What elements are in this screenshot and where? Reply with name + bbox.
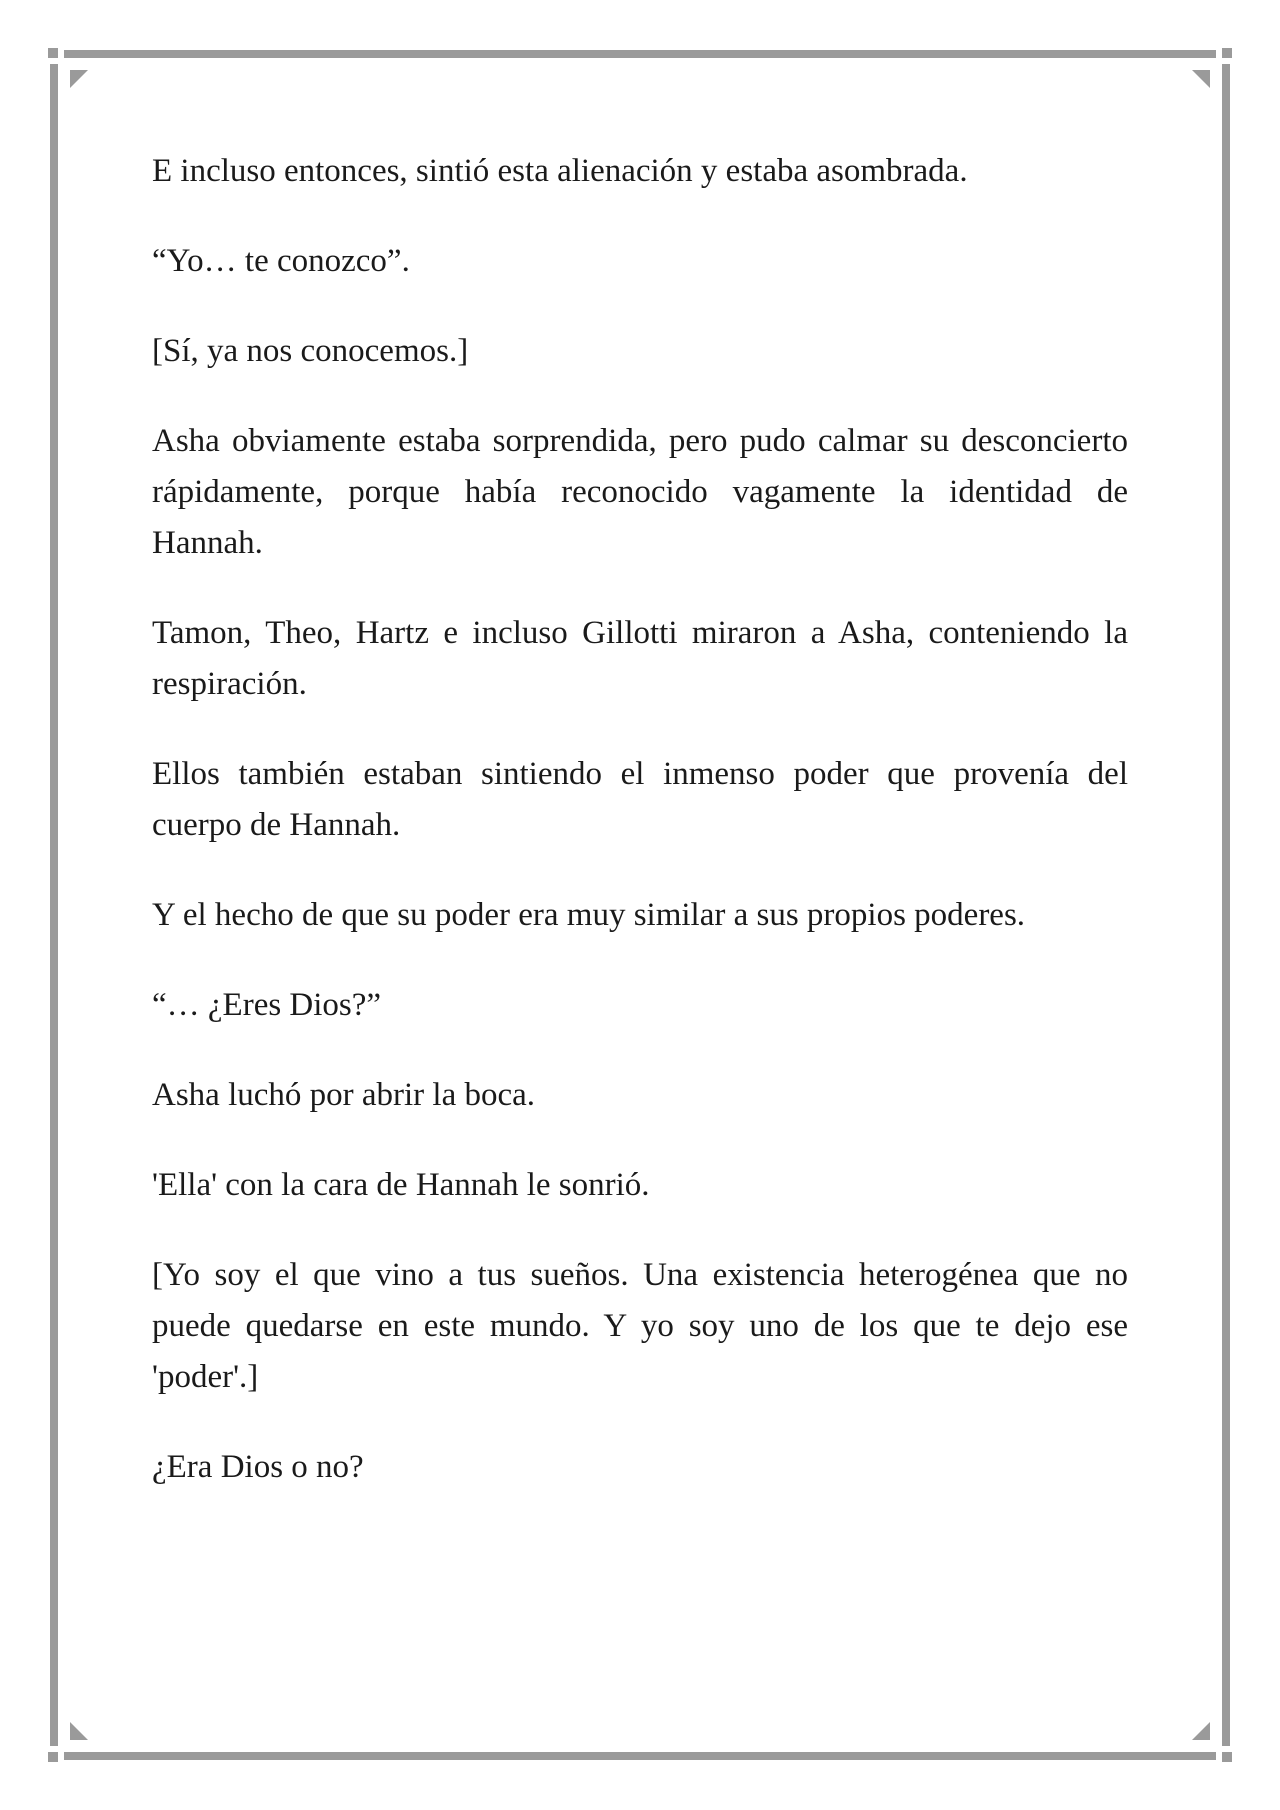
paragraph: 'Ella' con la cara de Hannah le sonrió. bbox=[152, 1167, 650, 1203]
corner-ornament-top-right bbox=[1192, 70, 1210, 88]
frame-bottom-border bbox=[64, 1752, 1216, 1760]
paragraph: Tamon, Theo, Hartz e incluso Gillotti miraron a Asha, conteniendo la respiración. bbox=[152, 615, 1128, 702]
corner-square-bottom-right bbox=[1222, 1752, 1232, 1762]
corner-ornament-top-left bbox=[70, 70, 88, 88]
paragraph: Asha obviamente estaba sorprendida, pero pudo calmar su desconcierto rápidamente, porque había reconocido vagamente la identidad de Hannah. bbox=[152, 423, 1128, 561]
corner-ornament-bottom-right bbox=[1192, 1722, 1210, 1740]
frame-left-border bbox=[50, 64, 58, 1746]
paragraph: Y el hecho de que su poder era muy similar a sus propios poderes. bbox=[152, 897, 1026, 933]
frame-top-border bbox=[64, 50, 1216, 58]
paragraph: Ellos también estaban sintiendo el inmenso poder que provenía del cuerpo de Hannah. bbox=[152, 756, 1128, 843]
paragraph: Asha luchó por abrir la boca. bbox=[152, 1077, 536, 1113]
paragraph: “… ¿Eres Dios?” bbox=[152, 987, 382, 1023]
paragraph: E incluso entonces, sintió esta alienación y estaba asombrada. bbox=[152, 153, 968, 189]
frame-right-border bbox=[1222, 64, 1230, 1746]
corner-square-top-right bbox=[1222, 48, 1232, 58]
corner-square-top-left bbox=[48, 48, 58, 58]
paragraph: “Yo… te conozco”. bbox=[152, 243, 410, 279]
paragraph: [Sí, ya nos conocemos.] bbox=[152, 333, 469, 369]
paragraph: [Yo soy el que vino a tus sueños. Una existencia heterogénea que no puede quedarse en este mundo. Y yo soy uno de los que te dejo ese 'poder'.] bbox=[152, 1257, 1128, 1395]
corner-ornament-bottom-left bbox=[70, 1722, 88, 1740]
corner-square-bottom-left bbox=[48, 1752, 58, 1762]
page-body bbox=[152, 146, 1128, 1532]
paragraph: ¿Era Dios o no? bbox=[152, 1449, 364, 1485]
